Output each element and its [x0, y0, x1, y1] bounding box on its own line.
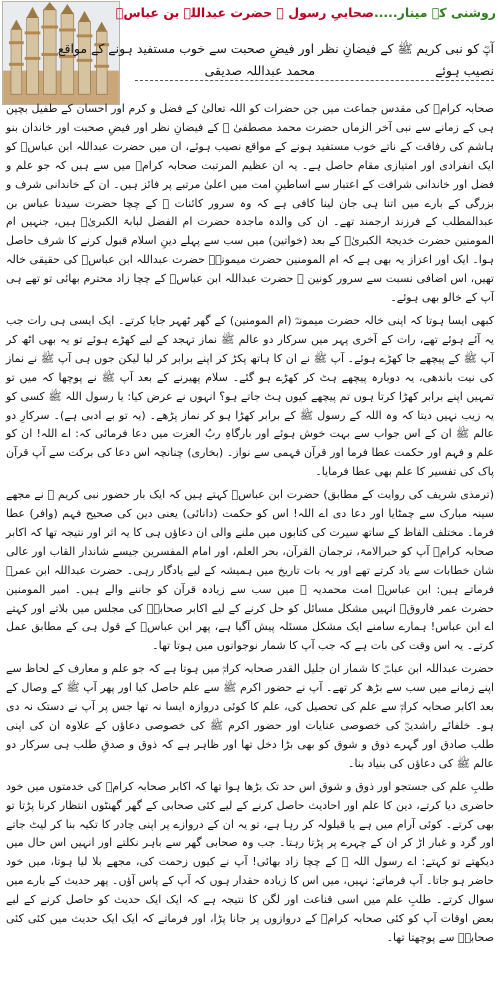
article-title — [115, 2, 496, 24]
author-name: محمد عبداللہ صدیقی — [204, 63, 316, 78]
paragraph: (ترمذی شریف کی روایت کے مطابق) حضرت ابن عباسؓ کہتے ہیں کہ ایک بار حضور نبی کریم ﷺ نے مجھے سینہ مبارک سے چمٹایا اور دعا دی اے اللہ! اس کو حکمت (دانائی) یعنی دین کی صحیح فہم (وافر) عطا فرما۔ مختلف الفاظ کے ساتھ سیرت کی کتابوں میں ملنے والی ان دعاؤں ہی کا یہ اثر اور نتیجہ تھا کہ اکابر صحابہ کرامؓ آپ کو حبرالامۃ، ترجمان القرآن، بحر العلم، اور امام المفسرین جیسے شاندار القاب اور عالی شان خطابات سے یاد کرتے تھے اور یہ بات تاریخ میں ہمیشہ کے لیے یادگار رہی۔ حضرت عبداللہ ابن عمرؓ فرماتے ہیں: ابن عباسؓ امت محمدیہ ﷺ میں سب سے زیادہ قرآن کو جاننے والے ہیں۔ امیر المومنین حضرت عمر فاروقؓ انہیں مشکل مسائل کو حل کرنے کے لیے اکابر صحابہؓ کی مجلس میں بلاتے اور کہتے اے ابن عباس! ہمارے سامنے ایک مشکل مسئلہ پیش آگیا ہے، پھر ابن عباسؓ کے قول ہی کے مطابق عمل کرتے۔ یہ اس وقت کی بات ہے کہ جب آپ کا شمار نوجوانوں میں ہوتا تھا۔ — [6, 488, 494, 653]
article-header — [0, 0, 500, 112]
summary-divider — [135, 80, 494, 82]
paragraph: صحابہ کرامؓ کی مقدس جماعت میں جن حضرات کو اللہ تعالیٰ کے فضل و کرم اور احسان کے طفیل بچپن ہی کے زمانے سے نبی آخر الزماں حضرت محمد مصطفیٰ ﷺ کے فیضانِ نظر اور فیضِ صحبت اور خاندان بنو ہاشم کی رفاقت کے ناتے خوب مستفید ہونے کے مواقع نصیب ہوئے، ان میں حضرت عبداللہ ابن عباسؓ کو ایک انفرادی اور امتیازی مقام حاصل ہے۔ یہ ان عظیم المرتبت صحابہ کرامؓ میں سے ہیں کہ جو علم و فضل اور خاندانی شرافت کے اعتبار سے اساطینِ امت میں اعلیٰ مرتبے پر فائز ہیں۔ ان کے خاندانی شرف و بزرگی کے بارے میں اتنا ہی جان لینا کافی ہے کہ وہ سرور کائنات ﷺ کے چچا حضرت سیدنا عباس بن عبدالمطلب کے فرزند ارجمند تھے۔ ان کی والدہ ماجدہ حضرت ام الفضل لبابۃ الکبریٰؓ ہیں، جنہیں ام المومنین حضرت خدیجۃ الکبریٰؓ کے بعد (خواتین) میں سب سے پہلے دینِ اسلام قبول کرنے کا شرف حاصل ہوا۔ ایک اور اعزاز یہ بھی ہے کہ ام المومنین حضرت میمونہؓ حضرت عبداللہ ابن عباسؓ کی حقیقی خالہ تھیں، اس اضافی نسبت سے سرور کونین ﷺ حضرت عبداللہ ابن عباسؓ کے چچا زاد محترم بھائی تو تھے ہی آپ کے خالو بھی ہوئے۔ — [6, 102, 494, 305]
paragraph: کبھی ایسا ہوتا کہ اپنی خالہ حضرت میمونہؓ (ام المومنین) کے گھر ٹھہر جایا کرتے۔ ایک ایسی ہی رات جب یہ آئے ہوئے تھے، رات کے آخری پہر میں سرکار دو عالم ﷺ نماز تہجد کے لیے کھڑے ہوئے تو یہ بھی اٹھ کر آپ ﷺ کے پیچھے جا کھڑے ہوئے۔ آپ ﷺ نے ان کا ہاتھ پکڑ کر اپنے برابر کر لیا لیکن جوں ہی آپ ﷺ نے نماز کی نیت باندھی، یہ دوبارہ پیچھے ہٹ کر کھڑے ہو گئے۔ سلام پھیرنے کے بعد آپ ﷺ نے پوچھا کہ میں تو تمہیں اپنے برابر کھڑا کرتا ہوں تم پیچھے کیوں ہٹ جاتے ہو؟ انہوں نے عرض کیا: یا رسول اللہ ﷺ کسی کو یہ زیب نہیں دیتا کہ وہ اللہ کے رسول ﷺ کے برابر کھڑا ہو کر نماز پڑھے۔ (یہ تو بے ادبی ہے)۔ سرکارِ دو عالم ﷺ ان کے اس جواب سے بہت خوش ہوئے اور بارگاہِ ربُ العزت میں دعا فرمائی کہ: اے اللہ! ان کو علم و فہم اور حکمت عطا فرما اور قرآن فہمی سے نواز۔ (بخاری) چنانچہ اس دعا کی برکت سے آپ قرآن پاک کی تفسیر کا علم بھی عطا فرمایا۔ — [6, 313, 494, 479]
companion-title: صحابیِ رسول ﷺ حضرت عبداللہ بن عباسؓ — [115, 5, 374, 20]
summary-line-1: آپؓ کو نبی کریم ﷺ کے فیضانِ نظر اور فیضِ صحبت سے خوب مستفید ہونے کے مواقع — [57, 41, 494, 56]
summary-line-2 — [135, 60, 494, 82]
paragraph: حضرت عبداللہ ابن عباسؓ کا شمار ان جلیل القدر صحابہ کرامؓ میں ہوتا ہے کہ جو علم و معارف کے لحاظ سے اپنے زمانے میں سب سے بڑھ کر تھے۔ آپ نے حضور اکرم ﷺ سے علم حاصل کیا اور پھر آپ ﷺ کے وصال کے بعد اکابر صحابہ کرامؓ سے علم کی تحصیل کی، علم کا کوئی دروازہ ایسا نہ تھا جس پر آپ نے دستک نہ دی ہو۔ خلفائے راشدینؓ کی خصوصی عنایات اور حضور اکرم ﷺ کی خصوصی دعاؤں کے علاوہ ان کی اپنی طلب صادق اور گہرے ذوق و شوق کو بھی بڑا دخل تھا اور ظاہر ہے کہ ذوق و صدقِ طلب ہی سرکار دو عالم ﷺ کی دعاؤں کی بنیاد بنا۔ — [6, 662, 494, 770]
summary-line-2-text: نصیب ہوئے — [435, 63, 494, 78]
article-body — [6, 100, 494, 996]
series-title: روشنی کے مینار..... — [373, 5, 496, 20]
paragraph: طلبِ علم کی جستجو اور ذوق و شوق اس حد تک بڑھا ہوا تھا کہ اکابر صحابہ کرامؓ کی خدمتوں میں خود حاضری دیا کرتے، دین کا علم اور احادیث حاصل کرنے کے لیے کئی صحابی کے گھر گھنٹوں انتظار کرنا پڑتا تو بھی کرتے۔ کوئی آرام میں ہے یا قیلولہ کر رہا ہے، تو یہ ان کے دروازے پر اپنی چادر کا تکیہ بنا کر لیٹ جاتے اور گرد و غبار اڑ کر ان کے چہرے پر پڑتا رہتا۔ جب وہ صحابی گھر سے باہر نکلتے اور انہیں اس حال میں دیکھتے تو کہتے: اے رسول اللہ ﷺ کے چچا زاد بھائی! آپ نے کیوں زحمت کی، مجھے بلا لیا ہوتا، میں خود حاضر ہو جاتا۔ آپ فرماتے: نہیں، میں اس کا زیادہ حقدار ہوں کہ آپ کے پاس آؤں۔ پھر حدیث کے بارے میں سوال کرتے۔ طلبِ علم میں اسی قناعت اور لگن کا نتیجہ ہے کہ ایک ایک حدیث کو حاصل کرنے کے لیے بعض اوقات آپ کو کئی صحابہ کرامؓ کے دروازوں پر جانا پڑا، اور فرماتے کہ ایک ایک حدیث میں کئی کئی صحابہؓ سے پوچھتا تھا۔ — [6, 779, 494, 944]
article-summary — [57, 38, 494, 82]
